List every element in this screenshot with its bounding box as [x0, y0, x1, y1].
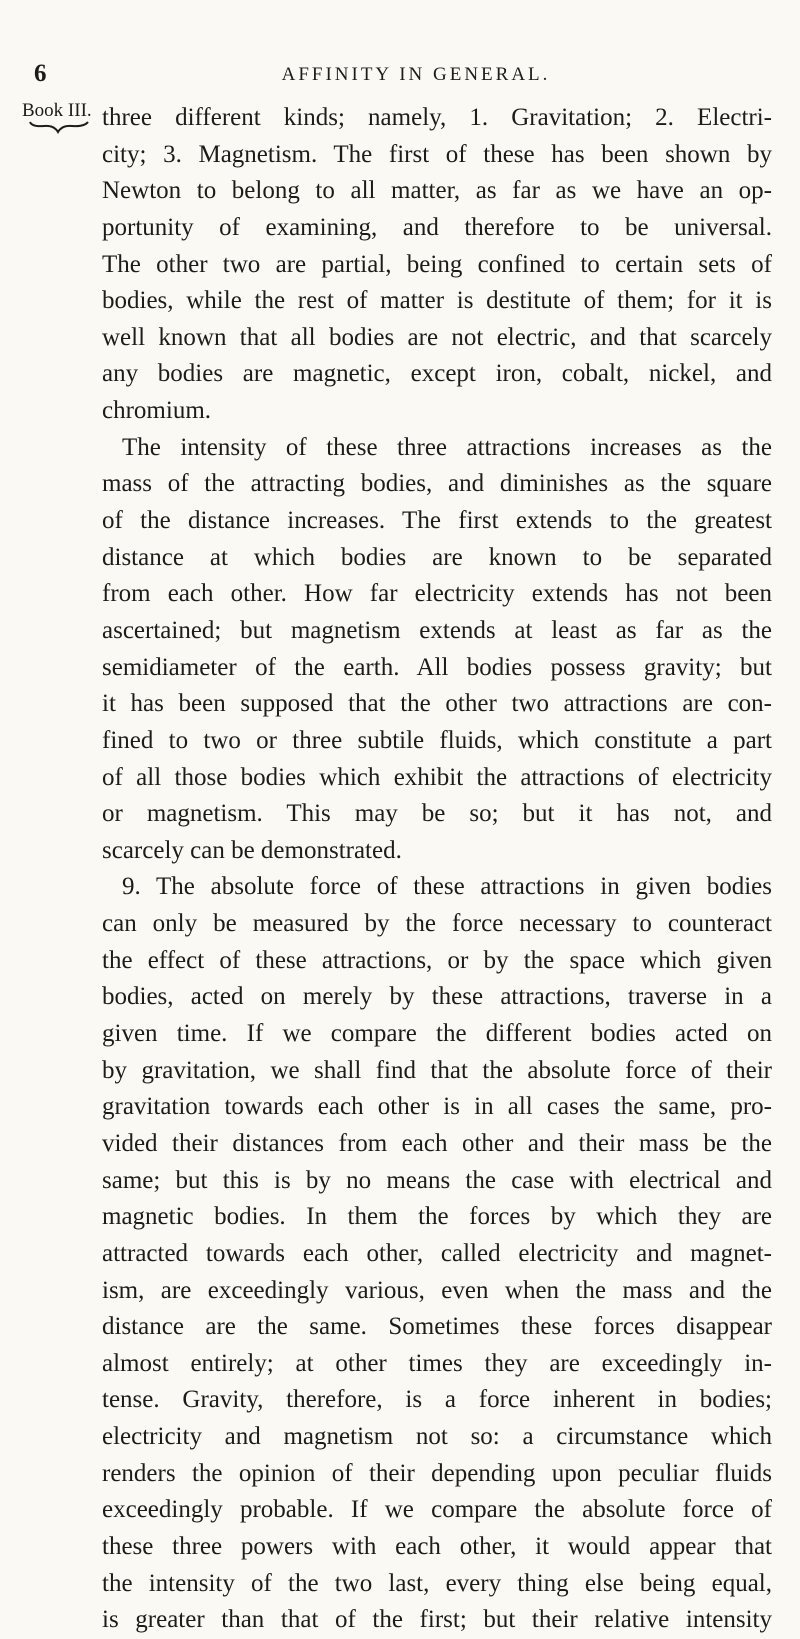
text-line: vided their distances from each other and their mass be the — [102, 1129, 772, 1157]
page-number: 6 — [34, 60, 47, 87]
text-line: same; but this is by no means the case with electrical and — [102, 1166, 772, 1194]
text-line: or magnetism. This may be so; but it has not, and — [102, 800, 772, 828]
text-line: electricity and magnetism not so: a circumstance which — [102, 1423, 772, 1451]
text-line: from each other. How far electricity extends has not been — [102, 580, 772, 608]
running-title: AFFINITY IN GENERAL. — [281, 64, 551, 85]
text-line: exceedingly probable. If we compare the absolute force of — [102, 1496, 772, 1524]
text-line: tense. Gravity, therefore, is a force inherent in bodies; — [102, 1386, 772, 1414]
text-line: of all those bodies which exhibit the attractions of electricity — [102, 763, 772, 791]
text-line: chromium. — [102, 397, 212, 425]
running-head — [34, 60, 770, 94]
text-line: fined to two or three subtile fluids, which constitute a part — [102, 726, 772, 754]
text-line: the effect of these attractions, or by the space which given — [102, 946, 772, 974]
text-line: renders the opinion of their depending upon peculiar fluids — [102, 1459, 772, 1487]
text-line: portunity of examining, and therefore to be universal. — [102, 213, 772, 241]
text-line: semidiameter of the earth. All bodies possess gravity; but — [102, 653, 772, 681]
text-line: bodies, while the rest of matter is destitute of them; for it is — [102, 287, 772, 315]
text-line: by gravitation, we shall find that the absolute force of their — [102, 1056, 772, 1084]
text-line: these three powers with each other, it would appear that — [102, 1532, 772, 1560]
text-line: mass of the attracting bodies, and diminishes as the square — [102, 470, 772, 498]
text-line: The intensity of these three attractions increases as the — [122, 433, 772, 461]
text-line: gravitation towards each other is in all cases the same, pro- — [102, 1093, 772, 1121]
text-line: three different kinds; namely, 1. Gravitation; 2. Electri- — [102, 104, 772, 131]
text-line: of the distance increases. The first extends to the greatest — [102, 507, 772, 535]
text-line: any bodies are magnetic, except iron, cobalt, nickel, and — [102, 360, 772, 388]
text-line: scarcely can be demonstrated. — [102, 836, 402, 864]
text-line: Newton to belong to all matter, as far as we have an op- — [102, 177, 772, 205]
text-line: well known that all bodies are not electric, and that scarcely — [102, 323, 772, 351]
text-line: 9. The absolute force of these attractions in given bodies — [122, 873, 772, 901]
text-line: bodies, acted on merely by these attractions, traverse in a — [102, 983, 772, 1011]
text-line: almost entirely; at other times they are exceedingly in- — [102, 1349, 772, 1377]
text-line: ascertained; but magnetism extends at least as far as the — [102, 616, 772, 644]
text-line: ism, are exceedingly various, even when the mass and the — [102, 1276, 772, 1304]
body-text — [102, 100, 772, 1639]
text-line: is greater than that of the first; but their relative intensity — [102, 1606, 772, 1634]
book-label: Book III. — [22, 100, 92, 121]
margin-note — [22, 100, 102, 134]
text-line: distance are the same. Sometimes these forces disappear — [102, 1313, 772, 1341]
text-line: can only be measured by the force necessary to counteract — [102, 910, 772, 938]
text-line: The other two are partial, being confined to certain sets of — [102, 250, 772, 278]
text-line: magnetic bodies. In them the forces by which they are — [102, 1203, 772, 1231]
text-line: it has been supposed that the other two attractions are con- — [102, 690, 772, 718]
text-line: attracted towards each other, called electricity and magnet- — [102, 1239, 772, 1267]
brace-icon — [28, 120, 90, 134]
text-line: given time. If we compare the different bodies acted on — [102, 1020, 772, 1048]
text-line: city; 3. Magnetism. The first of these has been shown by — [102, 140, 772, 168]
text-line: the intensity of the two last, every thing else being equal, — [102, 1569, 772, 1597]
text-line: distance at which bodies are known to be separated — [102, 543, 772, 571]
